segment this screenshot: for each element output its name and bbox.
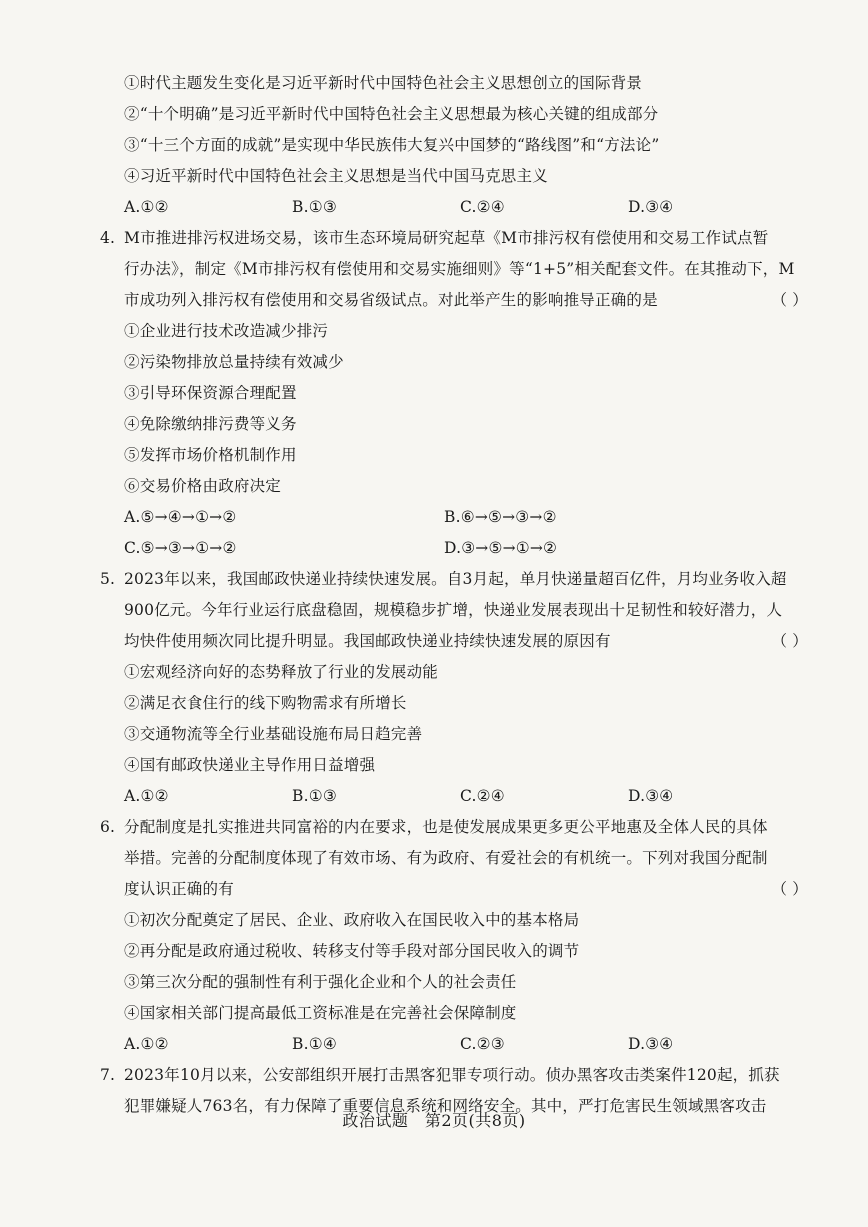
q4-options-row-2 (100, 533, 808, 564)
q4-option-c: C.⑤→③→①→② (124, 539, 237, 557)
q3-statement-2: ②“十个明确”是习近平新时代中国特色社会主义思想最为核心关键的组成部分 (124, 105, 659, 123)
q5-statement-2: ②满足衣食住行的线下购物需求有所增长 (124, 694, 407, 712)
page-footer: 政治试题 第2页(共8页) (342, 1111, 526, 1130)
question-5 (100, 564, 808, 812)
q5-stem-line-3: 均快件使用频次同比提升明显。我国邮政快递业持续快速发展的原因有 （ ） (100, 626, 808, 657)
q4-stem-line-1: 4. M市推进排污权进场交易，该市生态环境局研究起草《M市排污权有偿使用和交易工作试点暂 (100, 223, 808, 254)
q7-stem-line-2: 犯罪嫌疑人763名，有力保障了重要信息系统和网络安全。其中，严打危害民生领域黑客攻击 (124, 1097, 767, 1115)
q6-stem-line-1: 6. 分配制度是扎实推进共同富裕的内在要求，也是使发展成果更多更公平地惠及全体人民的具体 (100, 812, 808, 843)
q5-option-a: A.①② (124, 787, 169, 805)
q4-option-b: B.⑥→⑤→③→② (444, 508, 557, 526)
q5-stem-line-2: 900亿元。今年行业运行底盘稳固，规模稳步扩增，快递业发展表现出十足韧性和较好潜力，人 (124, 601, 783, 619)
q6-stem-line-3: 度认识正确的有 （ ） (100, 874, 808, 905)
q3-option-a: A.①② (124, 198, 169, 216)
q6-option-b: B.①④ (292, 1035, 337, 1053)
q3-option-c: C.②④ (460, 198, 505, 216)
q7-number: 7. (100, 1066, 116, 1084)
q4-number: 4. (100, 229, 116, 247)
q4-answer-bracket: （ ） (771, 291, 808, 309)
q3-option-b: B.①③ (292, 198, 337, 216)
q5-option-d: D.③④ (628, 787, 674, 805)
q4-option-d: D.③→⑤→①→② (444, 539, 558, 557)
q4-statement-6: ⑥交易价格由政府决定 (124, 477, 282, 495)
q5-number: 5. (100, 570, 116, 588)
q3-options (100, 192, 808, 223)
q6-statement-4: ④国家相关部门提高最低工资标准是在完善社会保障制度 (124, 1004, 517, 1022)
q5-statement-1: ①宏观经济向好的态势释放了行业的发展动能 (124, 663, 439, 681)
q3-statement-4: ④习近平新时代中国特色社会主义思想是当代中国马克思主义 (124, 167, 548, 185)
q6-stem-line-2: 举措。完善的分配制度体现了有效市场、有为政府、有爱社会的有机统一。下列对我国分配制 (124, 849, 768, 867)
q5-option-c: C.②④ (460, 787, 505, 805)
q6-option-a: A.①② (124, 1035, 169, 1053)
q4-statement-4: ④免除缴纳排污费等义务 (124, 415, 297, 433)
q6-statement-1: ①初次分配奠定了居民、企业、政府收入在国民收入中的基本格局 (124, 911, 580, 929)
q4-statement-1: ①企业进行技术改造减少排污 (124, 322, 329, 340)
q5-answer-bracket: （ ） (771, 632, 808, 650)
q5-statement-3: ③交通物流等全行业基础设施布局日趋完善 (124, 725, 423, 743)
q5-option-b: B.①③ (292, 787, 337, 805)
q4-options-row-1 (100, 502, 808, 533)
q4-statement-2: ②污染物排放总量持续有效减少 (124, 353, 344, 371)
q6-options (100, 1029, 808, 1060)
q6-option-c: C.②③ (460, 1035, 505, 1053)
q6-statement-2: ②再分配是政府通过税收、转移支付等手段对部分国民收入的调节 (124, 942, 580, 960)
q6-option-d: D.③④ (628, 1035, 674, 1053)
q6-number: 6. (100, 818, 116, 836)
q5-statement-4: ④国有邮政快递业主导作用日益增强 (124, 756, 376, 774)
q3-option-d: D.③④ (628, 198, 674, 216)
q3-statement-1: ①时代主题发生变化是习近平新时代中国特色社会主义思想创立的国际背景 (124, 74, 643, 92)
question-4 (100, 223, 808, 564)
q4-stem-line-3: 市成功列入排污权有偿使用和交易省级试点。对此举产生的影响推导正确的是 （ ） (100, 285, 808, 316)
q6-answer-bracket: （ ） (771, 880, 808, 898)
question-6 (100, 812, 808, 1060)
q5-options (100, 781, 808, 812)
q3-statement-3: ③“十三个方面的成就”是实现中华民族伟大复兴中国梦的“路线图”和“方法论” (124, 136, 660, 154)
q5-stem-line-1: 5. 2023年以来，我国邮政快递业持续快速发展。自3月起，单月快递量超百亿件，月均业务收入超 (100, 564, 808, 595)
q4-statement-5: ⑤发挥市场价格机制作用 (124, 446, 297, 464)
q4-statement-3: ③引导环保资源合理配置 (124, 384, 297, 402)
q4-stem-line-2: 行办法》，制定《M市排污权有偿使用和交易实施细则》等“1+5”相关配套文件。在其推动下，M (124, 260, 795, 278)
q4-option-a: A.⑤→④→①→② (124, 508, 237, 526)
q7-stem-line-1: 7. 2023年10月以来，公安部组织开展打击黑客犯罪专项行动。侦办黑客攻击类案件120起，抓获 (100, 1060, 808, 1091)
question-3 (100, 68, 808, 223)
q6-statement-3: ③第三次分配的强制性有利于强化企业和个人的社会责任 (124, 973, 517, 991)
